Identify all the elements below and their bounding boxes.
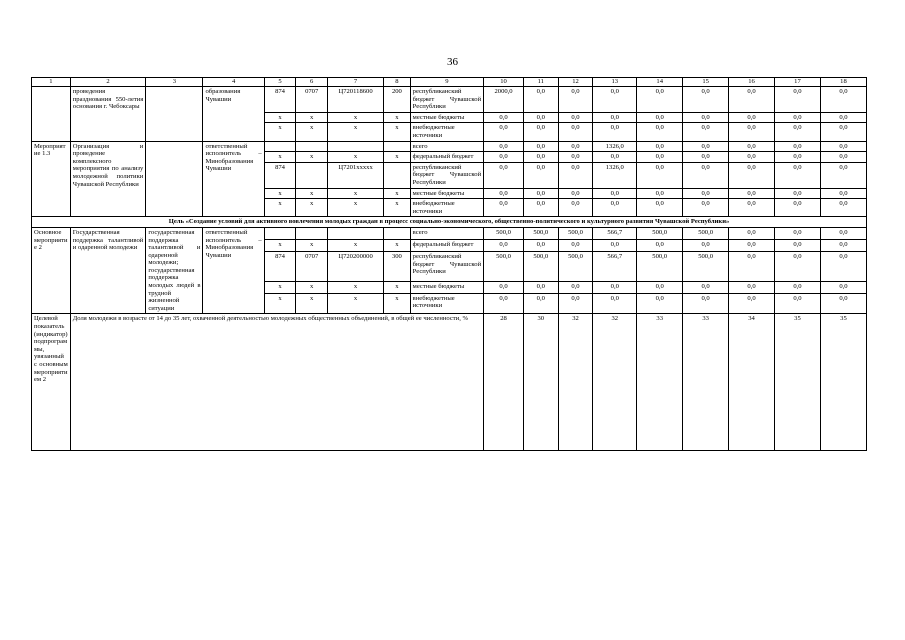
code-cell: x — [384, 293, 411, 314]
value-cell: 0,0 — [683, 112, 729, 123]
column-number: 18 — [820, 78, 866, 87]
cell-col2: Организация и проведение комплексного мероприятия по анализу молодежной политики Чувашской Республики — [70, 141, 146, 217]
goal-row — [32, 217, 867, 228]
value-cell: 0,0 — [683, 123, 729, 141]
indicator-value: 32 — [593, 314, 637, 451]
value-cell: 0,0 — [775, 112, 821, 123]
value-cell: 0,0 — [523, 123, 558, 141]
column-number: 11 — [523, 78, 558, 87]
goal-heading: Цель «Создание условий для активного вовлечения молодых граждан в процесс социально-экономического, общественно-политического и культурного развития Чувашской Республики» — [32, 217, 867, 228]
value-cell: 0,0 — [593, 152, 637, 163]
value-cell: 0,0 — [484, 162, 524, 188]
value-cell: 2000,0 — [484, 87, 524, 113]
source-cell: всего — [410, 141, 483, 152]
value-cell: 0,0 — [820, 252, 866, 281]
value-cell: 0,0 — [820, 87, 866, 113]
value-cell: 0,0 — [523, 112, 558, 123]
value-cell: 0,0 — [820, 152, 866, 163]
value-cell: 0,0 — [820, 188, 866, 199]
value-cell: 500,0 — [637, 227, 683, 239]
code-cell: x — [384, 152, 411, 163]
code-cell: x — [327, 199, 383, 217]
source-cell: всего — [410, 227, 483, 239]
column-number: 13 — [593, 78, 637, 87]
code-cell: x — [327, 188, 383, 199]
code-cell: x — [264, 123, 296, 141]
value-cell: 0,0 — [593, 293, 637, 314]
value-cell: 0,0 — [593, 281, 637, 293]
code-cell — [384, 162, 411, 188]
code-cell: Ц720118600 — [327, 87, 383, 113]
value-cell: 0,0 — [775, 141, 821, 152]
source-cell: внебюджетные источники — [410, 293, 483, 314]
column-number: 7 — [327, 78, 383, 87]
code-cell — [384, 227, 411, 239]
value-cell: 500,0 — [558, 252, 593, 281]
value-cell: 0,0 — [593, 112, 637, 123]
source-cell: местные бюджеты — [410, 112, 483, 123]
code-cell: x — [296, 293, 328, 314]
value-cell: 0,0 — [729, 240, 775, 252]
column-number: 2 — [70, 78, 146, 87]
column-number: 9 — [410, 78, 483, 87]
value-cell: 0,0 — [523, 141, 558, 152]
value-cell: 0,0 — [820, 281, 866, 293]
column-number: 16 — [729, 78, 775, 87]
value-cell: 0,0 — [729, 252, 775, 281]
code-cell: 874 — [264, 162, 296, 188]
value-cell: 0,0 — [729, 188, 775, 199]
value-cell: 0,0 — [637, 112, 683, 123]
page-number: 36 — [447, 56, 458, 68]
code-cell: 0707 — [296, 252, 328, 281]
column-number: 10 — [484, 78, 524, 87]
value-cell: 500,0 — [523, 252, 558, 281]
source-cell: местные бюджеты — [410, 188, 483, 199]
source-cell: республиканский бюджет Чувашской Республики — [410, 87, 483, 113]
value-cell: 0,0 — [593, 87, 637, 113]
value-cell: 0,0 — [484, 293, 524, 314]
value-cell: 0,0 — [729, 141, 775, 152]
code-cell: x — [384, 112, 411, 123]
code-cell: x — [384, 188, 411, 199]
code-cell: 300 — [384, 252, 411, 281]
value-cell: 0,0 — [523, 87, 558, 113]
value-cell: 0,0 — [820, 199, 866, 217]
value-cell: 0,0 — [523, 293, 558, 314]
code-cell: 874 — [264, 87, 296, 113]
source-cell: местные бюджеты — [410, 281, 483, 293]
code-cell — [384, 141, 411, 152]
value-cell: 0,0 — [558, 123, 593, 141]
value-cell: 0,0 — [820, 123, 866, 141]
value-cell: 0,0 — [820, 162, 866, 188]
column-number: 3 — [146, 78, 203, 87]
value-cell: 0,0 — [523, 152, 558, 163]
value-cell: 0,0 — [484, 152, 524, 163]
code-cell: x — [384, 123, 411, 141]
code-cell: x — [384, 281, 411, 293]
value-cell: 0,0 — [558, 281, 593, 293]
source-cell: внебюджетные источники — [410, 123, 483, 141]
value-cell: 0,0 — [558, 293, 593, 314]
source-cell: республиканский бюджет Чувашской Республики — [410, 252, 483, 281]
value-cell: 0,0 — [775, 252, 821, 281]
value-cell: 0,0 — [820, 141, 866, 152]
column-number: 6 — [296, 78, 328, 87]
value-cell: 0,0 — [820, 112, 866, 123]
column-number: 12 — [558, 78, 593, 87]
code-cell: x — [384, 240, 411, 252]
budget-row — [32, 227, 867, 239]
code-cell — [264, 227, 296, 239]
code-cell: 200 — [384, 87, 411, 113]
source-cell: федеральный бюджет — [410, 152, 483, 163]
code-cell: x — [264, 293, 296, 314]
column-number: 5 — [264, 78, 296, 87]
value-cell: 566,7 — [593, 227, 637, 239]
source-cell: внебюджетные источники — [410, 199, 483, 217]
value-cell: 0,0 — [523, 281, 558, 293]
value-cell: 0,0 — [683, 240, 729, 252]
value-cell: 0,0 — [637, 281, 683, 293]
value-cell: 0,0 — [775, 87, 821, 113]
value-cell: 0,0 — [558, 240, 593, 252]
value-cell: 0,0 — [593, 123, 637, 141]
code-cell: x — [327, 152, 383, 163]
code-cell: x — [264, 188, 296, 199]
value-cell: 0,0 — [820, 293, 866, 314]
value-cell: 1326,0 — [593, 162, 637, 188]
code-cell: x — [327, 123, 383, 141]
budget-row — [32, 87, 867, 113]
value-cell: 0,0 — [683, 293, 729, 314]
code-cell — [327, 141, 383, 152]
indicator-value: 33 — [637, 314, 683, 451]
code-cell: x — [264, 112, 296, 123]
column-number: 4 — [203, 78, 264, 87]
value-cell: 0,0 — [484, 188, 524, 199]
indicator-row — [32, 314, 867, 451]
value-cell: 0,0 — [683, 152, 729, 163]
code-cell — [264, 141, 296, 152]
value-cell: 0,0 — [820, 227, 866, 239]
value-cell: 0,0 — [683, 87, 729, 113]
code-cell: x — [296, 240, 328, 252]
value-cell: 0,0 — [558, 152, 593, 163]
value-cell: 566,7 — [593, 252, 637, 281]
cell-col3 — [146, 141, 203, 217]
code-cell: x — [296, 199, 328, 217]
value-cell: 0,0 — [729, 112, 775, 123]
value-cell: 0,0 — [775, 293, 821, 314]
value-cell: 0,0 — [484, 199, 524, 217]
cell-col4: ответственный исполнитель – Минобразования Чувашии — [203, 141, 264, 217]
value-cell: 0,0 — [523, 188, 558, 199]
value-cell: 0,0 — [637, 141, 683, 152]
value-cell: 0,0 — [523, 199, 558, 217]
code-cell: x — [327, 112, 383, 123]
value-cell: 0,0 — [683, 281, 729, 293]
value-cell: 0,0 — [729, 199, 775, 217]
value-cell: 0,0 — [820, 240, 866, 252]
code-cell: x — [327, 293, 383, 314]
value-cell: 0,0 — [484, 240, 524, 252]
value-cell: 0,0 — [558, 199, 593, 217]
value-cell: 0,0 — [558, 188, 593, 199]
code-cell: x — [296, 112, 328, 123]
value-cell: 1326,0 — [593, 141, 637, 152]
value-cell: 0,0 — [484, 112, 524, 123]
cell-col1 — [32, 87, 71, 142]
cell-col4: ответственный исполнитель – Минобразования Чувашии — [203, 227, 264, 314]
column-number: 14 — [637, 78, 683, 87]
value-cell: 0,0 — [558, 162, 593, 188]
indicator-value: 32 — [558, 314, 593, 451]
cell-col3: государственная поддержка талантливой и одаренной молодежи; государственная поддержка молодых людей в трудной жизненной ситуации — [146, 227, 203, 314]
value-cell: 0,0 — [775, 152, 821, 163]
value-cell: 0,0 — [593, 199, 637, 217]
value-cell: 500,0 — [484, 227, 524, 239]
indicator-value: 30 — [523, 314, 558, 451]
value-cell: 0,0 — [637, 152, 683, 163]
cell-col4: образования Чувашии — [203, 87, 264, 142]
value-cell: 0,0 — [637, 87, 683, 113]
value-cell: 0,0 — [484, 141, 524, 152]
value-cell: 0,0 — [729, 87, 775, 113]
indicator-value: 34 — [729, 314, 775, 451]
value-cell: 0,0 — [729, 123, 775, 141]
value-cell: 0,0 — [775, 162, 821, 188]
value-cell: 0,0 — [775, 199, 821, 217]
value-cell: 0,0 — [683, 162, 729, 188]
code-cell: 874 — [264, 252, 296, 281]
code-cell: Ц7201xxxxx — [327, 162, 383, 188]
value-cell: 0,0 — [775, 240, 821, 252]
value-cell: 0,0 — [637, 240, 683, 252]
indicator-text: Доля молодежи в возрасте от 14 до 35 лет, охваченной деятельностью молодежных общественных объединений, в общей ее численности, % — [70, 314, 483, 451]
value-cell: 500,0 — [558, 227, 593, 239]
value-cell: 500,0 — [683, 227, 729, 239]
value-cell: 500,0 — [637, 252, 683, 281]
column-number: 8 — [384, 78, 411, 87]
indicator-value: 35 — [775, 314, 821, 451]
value-cell: 0,0 — [775, 188, 821, 199]
code-cell: x — [327, 281, 383, 293]
code-cell — [296, 227, 328, 239]
cell-col2: проведения празднования 550-летия основания г. Чебоксары — [70, 87, 146, 142]
value-cell: 0,0 — [593, 188, 637, 199]
value-cell: 0,0 — [775, 227, 821, 239]
column-number: 15 — [683, 78, 729, 87]
value-cell: 0,0 — [683, 188, 729, 199]
code-cell — [327, 227, 383, 239]
value-cell: 0,0 — [558, 141, 593, 152]
indicator-label: Целевой показатель (индикатор) подпрограммы, увязанный с основным мероприятием 2 — [32, 314, 71, 451]
value-cell: 0,0 — [775, 123, 821, 141]
value-cell: 0,0 — [683, 141, 729, 152]
value-cell: 0,0 — [775, 281, 821, 293]
value-cell: 0,0 — [637, 199, 683, 217]
value-cell: 0,0 — [484, 123, 524, 141]
code-cell: x — [264, 199, 296, 217]
code-cell: x — [296, 152, 328, 163]
indicator-value: 33 — [683, 314, 729, 451]
cell-col1: Основное мероприятие 2 — [32, 227, 71, 314]
value-cell: 0,0 — [523, 240, 558, 252]
value-cell: 0,0 — [683, 199, 729, 217]
budget-row — [32, 141, 867, 152]
cell-col2: Государственная поддержка талантливой и одаренной молодежи — [70, 227, 146, 314]
cell-col3 — [146, 87, 203, 142]
value-cell: 0,0 — [558, 112, 593, 123]
value-cell: 0,0 — [637, 188, 683, 199]
code-cell — [296, 141, 328, 152]
code-cell: x — [384, 199, 411, 217]
code-cell: x — [296, 123, 328, 141]
source-cell: республиканский бюджет Чувашской Республики — [410, 162, 483, 188]
column-number: 17 — [775, 78, 821, 87]
code-cell: x — [264, 152, 296, 163]
budget-table — [31, 77, 867, 451]
value-cell: 0,0 — [729, 162, 775, 188]
code-cell: 0707 — [296, 87, 328, 113]
value-cell: 0,0 — [729, 293, 775, 314]
indicator-value: 35 — [820, 314, 866, 451]
value-cell: 0,0 — [484, 281, 524, 293]
source-cell: федеральный бюджет — [410, 240, 483, 252]
code-cell: x — [327, 240, 383, 252]
code-cell: x — [296, 188, 328, 199]
value-cell: 0,0 — [523, 162, 558, 188]
code-cell: x — [296, 281, 328, 293]
value-cell: 0,0 — [729, 152, 775, 163]
value-cell: 0,0 — [637, 123, 683, 141]
code-cell: x — [264, 240, 296, 252]
value-cell: 0,0 — [729, 281, 775, 293]
code-cell — [296, 162, 328, 188]
column-number: 1 — [32, 78, 71, 87]
code-cell: Ц720200000 — [327, 252, 383, 281]
value-cell: 0,0 — [558, 87, 593, 113]
value-cell: 500,0 — [683, 252, 729, 281]
indicator-value: 28 — [484, 314, 524, 451]
value-cell: 0,0 — [637, 293, 683, 314]
value-cell: 0,0 — [729, 227, 775, 239]
value-cell: 500,0 — [484, 252, 524, 281]
header-row — [32, 78, 867, 87]
cell-col1: Мероприятие 1.3 — [32, 141, 71, 217]
value-cell: 0,0 — [593, 240, 637, 252]
value-cell: 0,0 — [637, 162, 683, 188]
value-cell: 500,0 — [523, 227, 558, 239]
code-cell: x — [264, 281, 296, 293]
